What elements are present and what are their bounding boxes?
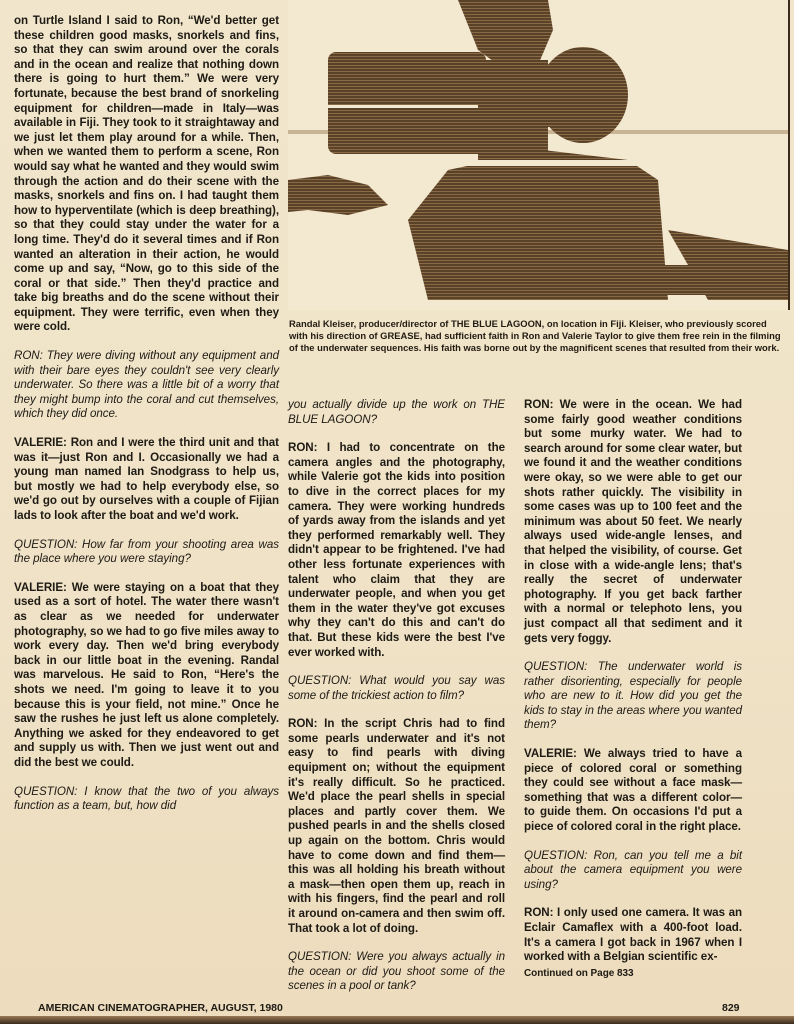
camera-operator-photo	[288, 0, 790, 310]
publication-footer: AMERICAN CINEMATOGRAPHER, AUGUST, 1980	[38, 1002, 283, 1014]
paragraph: RON: I only used one camera. It was an Eclair Camaflex with a 400-foot load. It's a camera I got back in 1967 when I worked with a Belgian scientific ex-	[524, 906, 742, 964]
paragraph-italic: RON: They were diving without any equipment and with their bare eyes they couldn't see very clearly underwater. So there was a little bit of a worry that they might bump into the coral and cut themselves, which they did once.	[14, 349, 279, 421]
paragraph: VALERIE: We were staying on a boat that they used as a sort of hotel. The water there wasn't as clear as we needed for underwater photography, so we had to go five miles away to work every day. Then we'd bring everybody back in our little boat in the evening. Randal was marvelous. He said to Ron, “Here's the shots we need. I'm going to leave it to you because this is your field, not mine.” Once he saw the rushes he just left us alone completely. Anything we asked for they endeavored to get and supply us with. Then we just went out and did the best we could.	[14, 580, 279, 769]
question: QUESTION: Were you always actually in the ocean or did you shoot some of the scenes in a pool or tank?	[288, 950, 505, 993]
article-column-3	[524, 398, 742, 981]
camera-lens	[538, 105, 588, 127]
photo-caption: Randal Kleiser, producer/director of THE BLUE LAGOON, on location in Fiji. Kleiser, who previously scored with his direction of GREASE, had sufficient faith in Ron and Valerie Taylor to give them free rein in the filming of the underwater sequences. His faith was borne out by the magnificent scenes that resulted from their work.	[289, 318, 781, 353]
continued-link[interactable]: Continued on Page 833	[524, 967, 634, 979]
page-number: 829	[722, 1002, 740, 1014]
tripod	[428, 265, 728, 295]
question: QUESTION: How far from your shooting area was the place where you were staying?	[14, 537, 279, 566]
rocks	[288, 175, 388, 215]
paragraph: on Turtle Island I said to Ron, “We'd better get these children good masks, snorkels and fins, so that they can swim around over the corals and in the ocean and realize that nothing down there is going to hurt them.” We were very fortunate, because the best brand of snorkeling equipment for children—made in Italy—was available in Fiji. They took to it straightaway and we just let them play around for a while. Then, when we wanted them to perform a scene, Ron would say what he wanted and they would swim through the action and do their scene with the masks, snorkels and fins on. I had taught them how to hyperventilate (which is deep breathing), so that they could stay under the water for a long time. They'd do it several times and if Ron wanted an alteration in their action, he would come up and say, “Now, go to this side of the coral or that side.” Then they'd practice and take big breaths and do the scene without their equipment. They were terrific, even when they were cold.	[14, 14, 279, 334]
question: QUESTION: What would you say was some of the trickiest action to film?	[288, 674, 505, 702]
article-column-1	[14, 14, 279, 828]
operator-head	[538, 47, 628, 143]
paragraph: VALERIE: Ron and I were the third unit and that was it—just Ron and I. Occasionally we had a young man named Ian Snodgrass to help us, but mostly we had to help everybody else, so we'd go out by ourselves with a couple of Fijian lads to look after the boat and we'd work.	[14, 436, 279, 522]
photo-illustration	[288, 0, 788, 310]
camera-body	[478, 60, 548, 160]
paragraph: VALERIE: We always tried to have a piece of colored coral or something they could see without a face mask—something that was a different color—to guide them. On occasions I'd put a piece of colored coral in the right place.	[524, 747, 742, 834]
question: QUESTION: Ron, can you tell me a bit about the camera equipment you were using?	[524, 848, 742, 891]
paragraph: RON: In the script Chris had to find some pearls underwater and it's not easy to find pearls with diving equipment on; without the equipment it's really difficult. So he practiced. We'd place the pearl shells in special places and partly cover them. We pushed pearls in and the shells closed up again on the bottom. Chris would have to come down and find them—this was all holding his breath without a mask—then open them up, reach in with his fingers, find the pearl and roll it around on-camera and then swim off. That took a lot of doing.	[288, 717, 505, 935]
paragraph: RON: I had to concentrate on the camera angles and the photography, while Valerie got the kids into position to dive in the correct places for my camera. They were working hundreds of yards away from the islands and yet they performed remarkably well. They didn't appear to be frightened. I've had other less fortunate experiences with talent who claim that they are underwater people, and when you get them in the water they've got excuses why they can't do this and can't do that. But these kids were the best I've ever worked with.	[288, 441, 505, 659]
question: you actually divide up the work on THE BLUE LAGOON?	[288, 398, 505, 426]
question: QUESTION: The underwater world is rather disorienting, especially for people who are new to it. How did you get the kids to stay in the areas where you wanted them?	[524, 660, 742, 732]
article-column-2	[288, 398, 505, 1008]
question: QUESTION: I know that the two of you always function as a team, but, how did	[14, 784, 279, 813]
camera-magazine	[328, 52, 486, 154]
paragraph: RON: We were in the ocean. We had some fairly good weather conditions but some murky water. We had to search around for some clear water, but we found it and the weather conditions were okay, so we were able to get our shots rather quickly. The visibility in some cases was up to 100 feet and the minimum was about 50 feet. We nearly always used wide-angle lenses, and that helped the visibility, of course. Get in close with a wide-angle lens; that's really the secret of underwater photography. If you get back farther with a normal or telephoto lens, you just compact all that sediment and it gets very foggy.	[524, 398, 742, 645]
